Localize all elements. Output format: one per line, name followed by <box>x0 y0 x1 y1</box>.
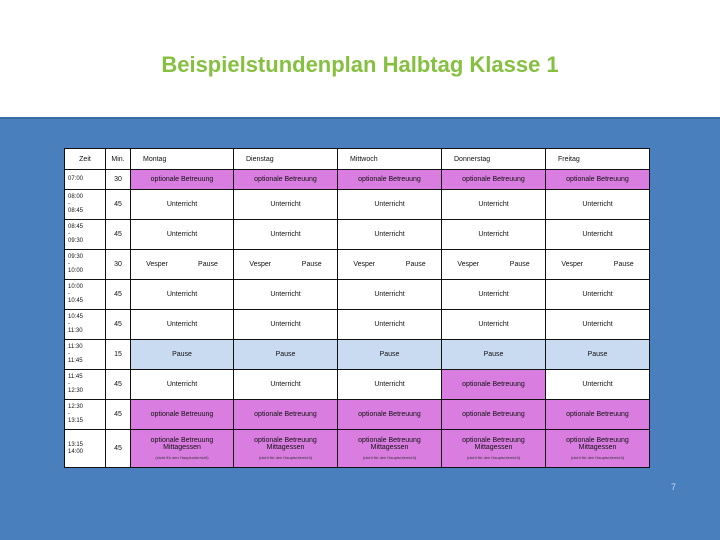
unterricht-cell: Unterricht <box>442 280 546 310</box>
time-label: 11:30 <box>68 344 83 350</box>
betreuung-label: optionale Betreuung <box>150 437 214 444</box>
timetable-row <box>65 170 650 190</box>
footnote-label: (nicht für den Hauptunterricht) <box>362 455 417 460</box>
minutes-cell: 45 <box>106 400 131 430</box>
time-cell <box>65 220 106 250</box>
timetable-row <box>65 370 650 400</box>
minutes-cell: 15 <box>106 340 131 370</box>
minutes-cell: 45 <box>106 280 131 310</box>
time-label: - <box>68 261 70 267</box>
time-cell <box>65 280 106 310</box>
betreuung-cell: optionale Betreuung <box>338 400 442 430</box>
vesper-label: Vesper <box>457 261 480 268</box>
betreuung-cell: optionale Betreuung <box>338 170 442 190</box>
time-label: 10:00 <box>68 268 84 274</box>
pause-cell: Pause <box>546 340 650 370</box>
time-label: - <box>68 321 70 327</box>
time-cell <box>65 250 106 280</box>
vesper-pause-cell <box>338 250 442 280</box>
unterricht-cell: Unterricht <box>442 220 546 250</box>
mittagessen-label: Mittagessen <box>370 444 409 451</box>
time-label: 10:00 <box>68 284 84 290</box>
time-label: 11:45 <box>68 374 83 380</box>
vesper-label: Vesper <box>561 261 584 268</box>
time-label: 09:30 <box>68 238 84 244</box>
unterricht-cell: Unterricht <box>131 370 234 400</box>
betreuung-cell: optionale Betreuung <box>442 170 546 190</box>
minutes-cell: 30 <box>106 170 131 190</box>
timetable-row <box>65 250 650 280</box>
betreuung-label: optionale Betreuung <box>566 437 629 444</box>
unterricht-cell: Unterricht <box>131 190 234 220</box>
footnote-label: (nicht für den Hauptunterricht) <box>155 455 209 460</box>
time-label: 12:30 <box>68 388 84 394</box>
vesper-label: Vesper <box>146 261 168 268</box>
time-label: 08:45 <box>68 224 84 230</box>
betreuung-mittag-cell <box>234 430 338 468</box>
betreuung-cell: optionale Betreuung <box>546 170 650 190</box>
pause-label: Pause <box>509 261 530 268</box>
unterricht-cell: Unterricht <box>131 310 234 340</box>
pause-label: Pause <box>301 261 322 268</box>
time-label: 11:30 <box>68 328 83 334</box>
betreuung-cell: optionale Betreuung <box>546 400 650 430</box>
timetable-row <box>65 400 650 430</box>
mittagessen-label: Mittagessen <box>266 444 305 451</box>
header-min: Min. <box>106 149 131 170</box>
timetable <box>64 148 650 468</box>
minutes-cell: 45 <box>106 430 131 468</box>
time-label: 08:45 <box>68 208 84 214</box>
time-label: 10:45 <box>68 314 84 320</box>
time-cell <box>65 430 106 468</box>
header-zeit: Zeit <box>65 149 106 170</box>
minutes-cell: 45 <box>106 220 131 250</box>
time-label: 14:00 <box>68 448 84 455</box>
mittagessen-label: Mittagessen <box>578 444 617 451</box>
unterricht-cell: Unterricht <box>234 220 338 250</box>
betreuung-label: optionale Betreuung <box>254 437 317 444</box>
time-label: - <box>68 351 70 357</box>
betreuung-cell: optionale Betreuung <box>442 400 546 430</box>
timetable-row <box>65 220 650 250</box>
unterricht-cell: Unterricht <box>131 280 234 310</box>
unterricht-cell: Unterricht <box>234 190 338 220</box>
time-cell <box>65 370 106 400</box>
unterricht-cell: Unterricht <box>338 310 442 340</box>
unterricht-cell: Unterricht <box>338 370 442 400</box>
pause-label: Pause <box>405 261 426 268</box>
header-day: Freitag <box>546 149 650 170</box>
vesper-pause-cell <box>131 250 234 280</box>
vesper-pause-cell <box>546 250 650 280</box>
pause-label: Pause <box>613 261 634 268</box>
pause-cell: Pause <box>131 340 234 370</box>
time-cell <box>65 340 106 370</box>
timetable-row <box>65 340 650 370</box>
mittagessen-label: Mittagessen <box>474 444 513 451</box>
time-label: 13:15 <box>68 418 84 424</box>
timetable-row <box>65 310 650 340</box>
unterricht-cell: Unterricht <box>338 190 442 220</box>
betreuung-label: optionale Betreuung <box>462 437 525 444</box>
unterricht-cell: Unterricht <box>442 190 546 220</box>
timetable-row <box>65 430 650 468</box>
minutes-cell: 45 <box>106 370 131 400</box>
betreuung-mittag-cell <box>338 430 442 468</box>
time-cell <box>65 170 106 190</box>
unterricht-cell: Unterricht <box>442 310 546 340</box>
time-label: - <box>68 201 70 207</box>
pause-cell: Pause <box>338 340 442 370</box>
time-cell <box>65 310 106 340</box>
minutes-cell: 30 <box>106 250 131 280</box>
time-label: - <box>68 411 70 417</box>
footnote-label: (nicht für den Hauptunterricht) <box>570 455 625 460</box>
time-label: - <box>68 381 70 387</box>
unterricht-cell: Unterricht <box>234 280 338 310</box>
betreuung-cell: optionale Betreuung <box>442 370 546 400</box>
unterricht-cell: Unterricht <box>234 370 338 400</box>
unterricht-cell: Unterricht <box>546 190 650 220</box>
betreuung-cell: optionale Betreuung <box>131 170 234 190</box>
time-label: 10:45 <box>68 298 84 304</box>
pause-label: Pause <box>198 261 218 268</box>
timetable-header-row <box>65 149 650 170</box>
vesper-pause-cell <box>442 250 546 280</box>
footnote-label: (nicht für den Hauptunterricht) <box>466 455 521 460</box>
time-label: 09:30 <box>68 254 84 260</box>
time-label: 13:15 <box>68 441 84 448</box>
page-number: 7 <box>670 482 676 492</box>
time-cell <box>65 400 106 430</box>
time-label: - <box>68 231 70 237</box>
betreuung-cell: optionale Betreuung <box>234 400 338 430</box>
betreuung-label: optionale Betreuung <box>358 437 421 444</box>
betreuung-mittag-cell <box>546 430 650 468</box>
unterricht-cell: Unterricht <box>546 370 650 400</box>
unterricht-cell: Unterricht <box>338 220 442 250</box>
header-day: Donnerstag <box>442 149 546 170</box>
timetable-row <box>65 280 650 310</box>
betreuung-mittag-cell <box>131 430 234 468</box>
unterricht-cell: Unterricht <box>546 220 650 250</box>
footnote-label: (nicht für den Hauptunterricht) <box>258 455 313 460</box>
unterricht-cell: Unterricht <box>131 220 234 250</box>
minutes-cell: 45 <box>106 190 131 220</box>
timetable-row <box>65 190 650 220</box>
betreuung-cell: optionale Betreuung <box>131 400 234 430</box>
time-label: 08:00 <box>68 194 84 200</box>
betreuung-cell: optionale Betreuung <box>234 170 338 190</box>
vesper-label: Vesper <box>353 261 376 268</box>
header-day: Montag <box>131 149 234 170</box>
time-cell <box>65 190 106 220</box>
time-label: 12:30 <box>68 404 84 410</box>
mittagessen-label: Mittagessen <box>163 444 201 451</box>
vesper-label: Vesper <box>249 261 272 268</box>
minutes-cell: 45 <box>106 310 131 340</box>
unterricht-cell: Unterricht <box>546 280 650 310</box>
unterricht-cell: Unterricht <box>546 310 650 340</box>
slide-title: Beispielstundenplan Halbtag Klasse 1 <box>161 52 559 77</box>
unterricht-cell: Unterricht <box>338 280 442 310</box>
time-label: - <box>68 291 70 297</box>
betreuung-mittag-cell <box>442 430 546 468</box>
vesper-pause-cell <box>234 250 338 280</box>
pause-cell: Pause <box>442 340 546 370</box>
time-label: 11:45 <box>68 358 83 364</box>
unterricht-cell: Unterricht <box>234 310 338 340</box>
time-label: 07:00 <box>68 176 84 182</box>
header-day: Mittwoch <box>338 149 442 170</box>
pause-cell: Pause <box>234 340 338 370</box>
header-day: Dienstag <box>234 149 338 170</box>
